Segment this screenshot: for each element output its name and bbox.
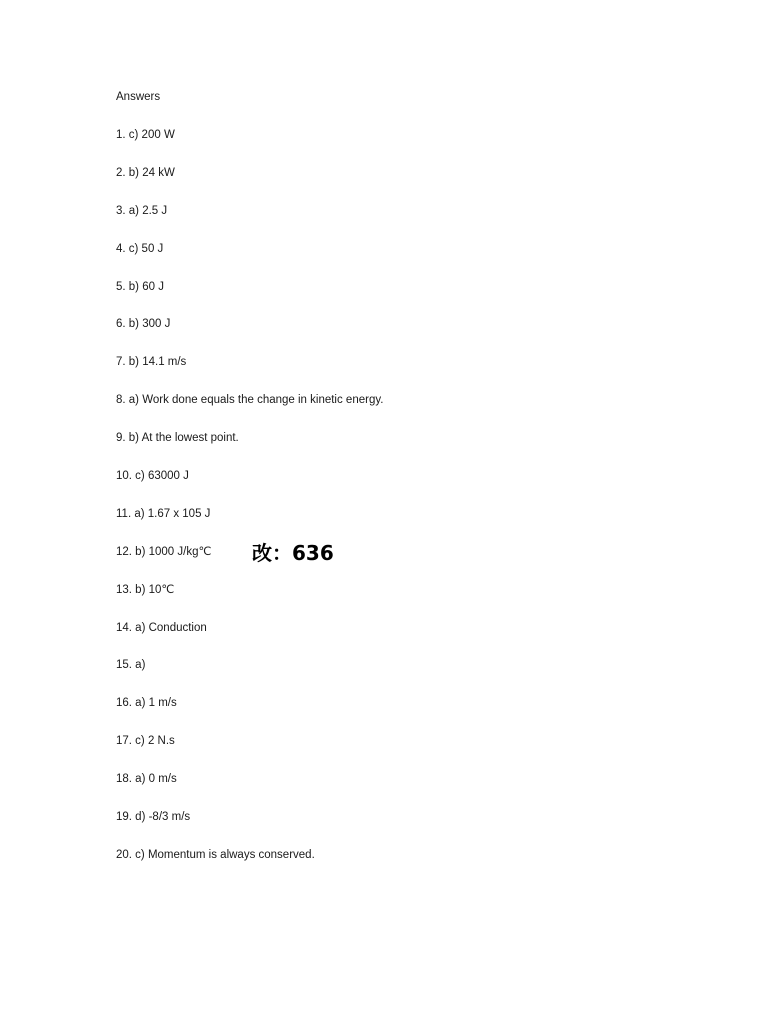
answer-item-2: 2. b) 24 kW: [116, 166, 175, 179]
answer-item-1: 1. c) 200 W: [116, 129, 175, 141]
answer-item-17: 17. c) 2 N.s: [116, 735, 175, 748]
answer-item-9: 9. b) At the lowest point.: [116, 432, 239, 445]
answer-item-14: 14. a) Conduction: [116, 621, 207, 634]
answer-item-10: 10. c) 63000 J: [116, 470, 189, 483]
answer-item-4: 4. c) 50 J: [116, 242, 164, 255]
answer-item-19: 19. d) -8/3 m/s: [116, 811, 191, 824]
answer-item-20: 20. c) Momentum is always conserved.: [116, 848, 315, 861]
answer-item-7: 7. b) 14.1 m/s: [116, 356, 187, 369]
answer-item-12: 12. b) 1000 J/kg℃: [116, 545, 212, 558]
answer-item-5: 5. b) 60 J: [116, 280, 164, 293]
answer-item-8: 8. a) Work done equals the change in kinetic energy.: [116, 394, 384, 407]
answer-item-16: 16. a) 1 m/s: [116, 697, 177, 710]
correction-note: 改：636: [252, 541, 334, 565]
answer-list: [116, 127, 383, 885]
answer-item-3: 3. a) 2.5 J: [116, 204, 168, 217]
answer-item-13: 13. b) 10℃: [116, 583, 175, 596]
answer-item-6: 6. b) 300 J: [116, 318, 171, 331]
answer-item-11: 11. a) 1.67 x 105 J: [116, 507, 211, 520]
answer-item-18: 18. a) 0 m/s: [116, 773, 177, 786]
page-heading: Answers: [116, 91, 161, 103]
answer-item-15: 15. a): [116, 659, 146, 672]
